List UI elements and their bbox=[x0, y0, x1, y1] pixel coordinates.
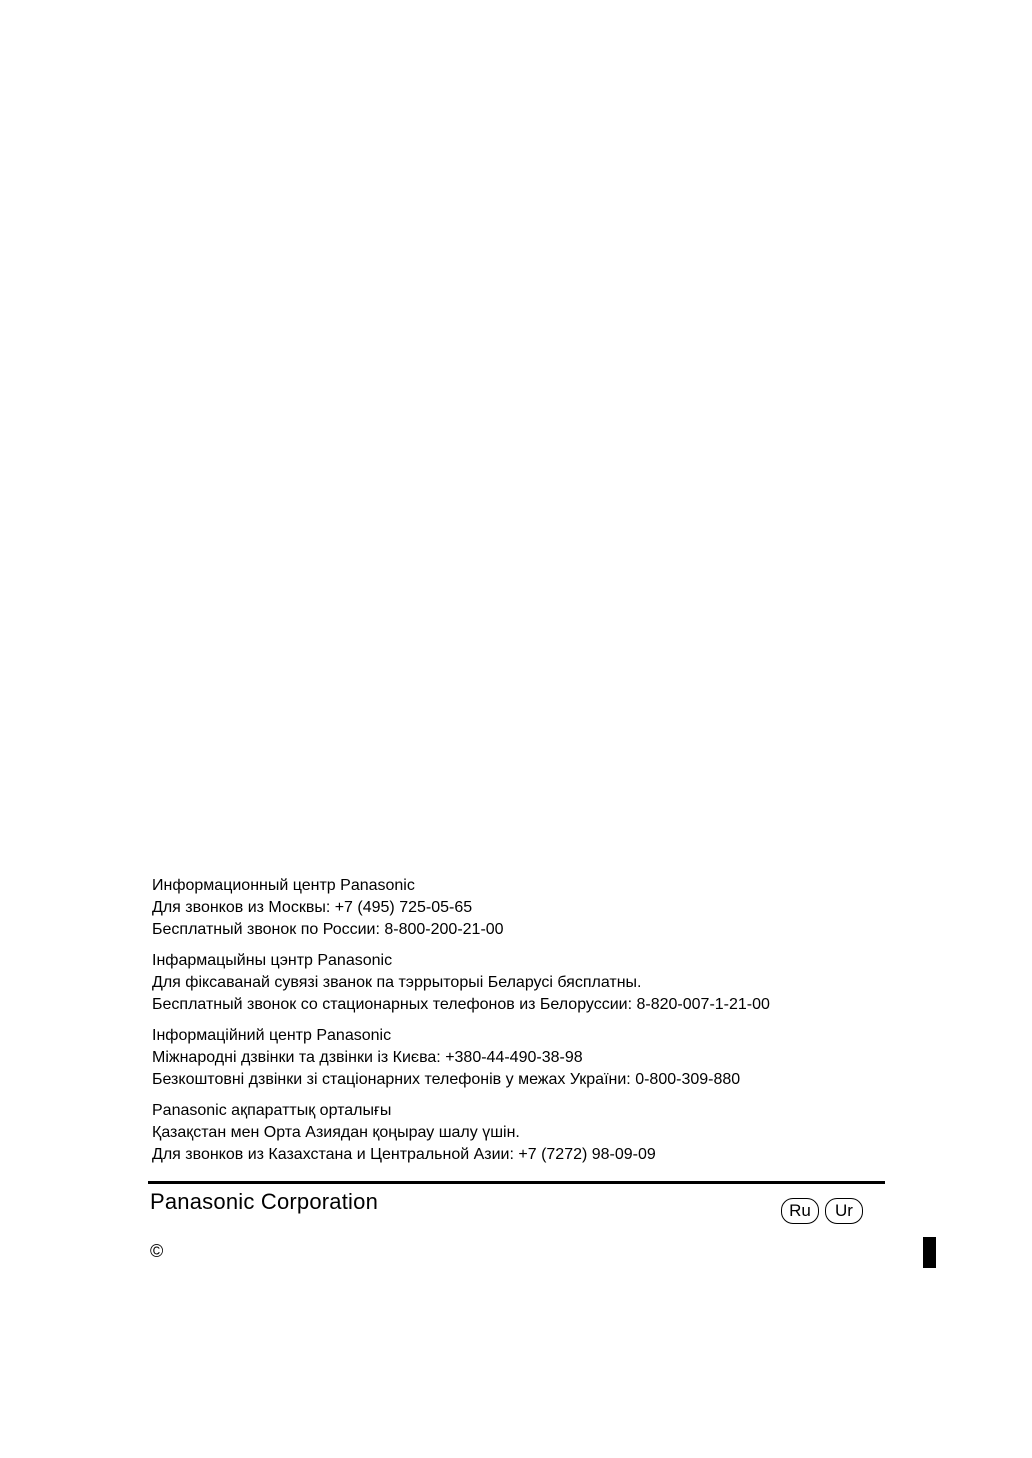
contact-line: Бесплатный звонок по России: 8-800-200-21-00 bbox=[152, 921, 504, 938]
company-name: Panasonic Corporation bbox=[150, 1189, 379, 1214]
contact-title: Інформаційний центр Panasonic bbox=[152, 1027, 392, 1044]
contact-line: Для звонков из Казахстана и Центральной Азии: +7 (7272) 98-09-09 bbox=[152, 1146, 656, 1163]
contact-line: Бесплатный звонок со стационарных телефонов из Белоруссии: 8-820-007-1-21-00 bbox=[152, 996, 770, 1013]
language-badge-ru: Ru bbox=[781, 1198, 819, 1224]
footer-divider bbox=[148, 1181, 885, 1184]
contact-title: Panasonic ақпараттық орталығы bbox=[152, 1102, 392, 1119]
contact-title: Информационный центр Panasonic bbox=[152, 877, 415, 894]
contact-line: Безкоштовні дзвінки зі стаціонарних телефонів у межах України: 0-800-309-880 bbox=[152, 1071, 741, 1088]
contact-title: Інфармацыйны цэнтр Panasonic bbox=[152, 952, 393, 969]
contact-line: Для звонков из Москвы: +7 (495) 725-05-65 bbox=[152, 899, 473, 916]
contact-block-belarus bbox=[152, 950, 892, 1016]
contact-line: Міжнародні дзвінки та дзвінки із Києва: +380-44-490-38-98 bbox=[152, 1049, 583, 1066]
contact-line: Қазақстан мен Орта Азиядан қоңырау шалу үшін. bbox=[152, 1124, 520, 1141]
contact-block-ukraine bbox=[152, 1025, 892, 1091]
contact-block-russia bbox=[152, 875, 892, 941]
page-edge-mark bbox=[923, 1237, 936, 1268]
copyright-symbol: © bbox=[150, 1241, 164, 1261]
contact-block-kazakhstan bbox=[152, 1100, 892, 1166]
language-badge-ur: Ur bbox=[825, 1198, 863, 1224]
contact-info-section bbox=[152, 875, 892, 1175]
language-badges bbox=[781, 1198, 863, 1224]
contact-line: Для фіксаванай сувязі званок па тэррыторыі Беларусі бясплатны. bbox=[152, 974, 642, 991]
